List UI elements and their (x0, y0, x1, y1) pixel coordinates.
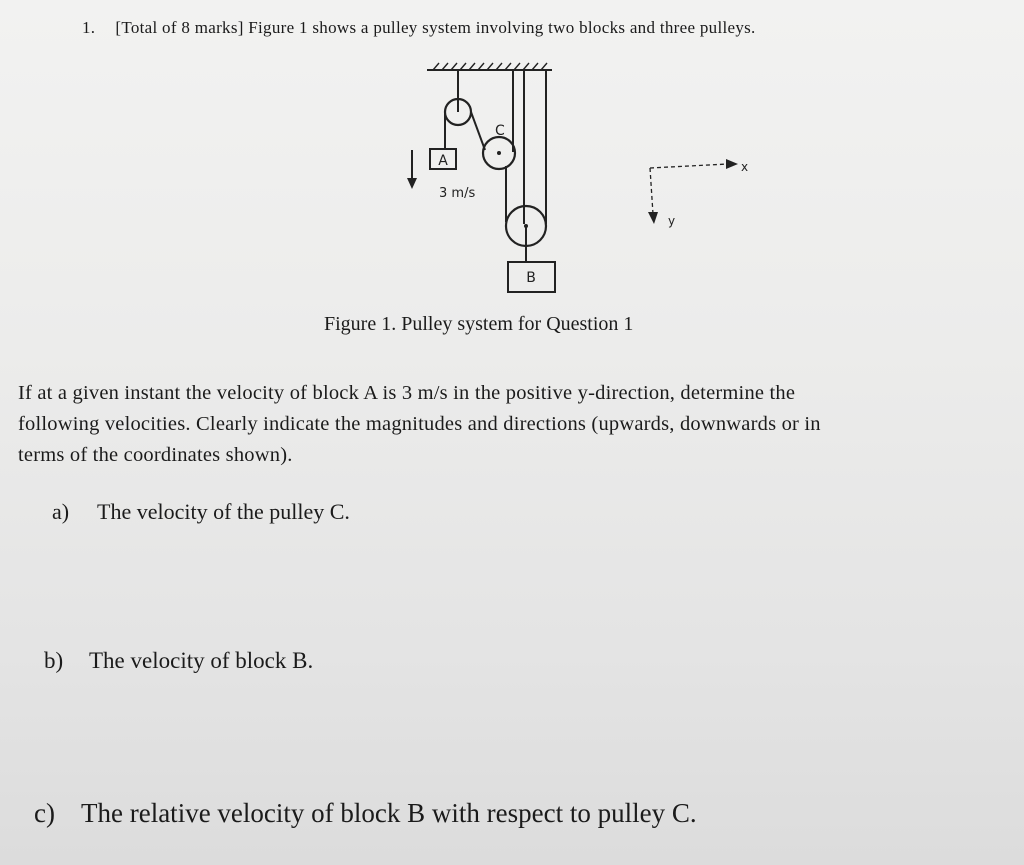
prompt-line-3: terms of the coordinates shown). (18, 444, 293, 466)
part-a (52, 499, 350, 525)
part-b-text: The velocity of block B. (89, 648, 314, 673)
y-axis-label: y (668, 214, 676, 228)
x-axis-label: x (741, 160, 749, 174)
pulley-diagram (400, 58, 780, 303)
part-a-text: The velocity of the pulley C. (97, 499, 350, 524)
part-a-letter: a) (52, 499, 70, 524)
rope-top-to-c (471, 112, 485, 150)
question-header (82, 18, 756, 38)
pulley-figure (400, 58, 780, 303)
figure-caption: Figure 1. Pulley system for Question 1 (324, 313, 634, 335)
ceiling-hatching (433, 63, 547, 70)
prompt-line-1: If at a given instant the velocity of block A is 3 m/s in the positive y-direction, determine the (18, 382, 796, 404)
pulley-c-label: C (495, 123, 505, 139)
pulley-c-axle (497, 151, 501, 155)
part-c-letter: c) (34, 798, 55, 828)
velocity-arrow-head (407, 178, 417, 189)
y-axis-arrowhead (648, 212, 658, 224)
velocity-label: 3 m/s (439, 186, 476, 201)
question-number: 1. (82, 18, 96, 37)
part-b-letter: b) (44, 648, 64, 673)
x-axis-line (650, 164, 728, 168)
question-prompt (18, 378, 1018, 471)
part-c (34, 798, 697, 829)
question-header-text: [Total of 8 marks] Figure 1 shows a pulley system involving two blocks and three pulleys. (115, 18, 756, 37)
part-c-text: The relative velocity of block B with respect to pulley C. (81, 798, 697, 828)
part-b (44, 648, 313, 674)
block-a-label: A (438, 153, 448, 169)
prompt-line-2: following velocities. Clearly indicate the magnitudes and directions (upwards, downwards or in (18, 413, 821, 435)
block-b-label: B (526, 270, 536, 286)
y-axis-line (650, 168, 653, 214)
x-axis-arrowhead (726, 159, 738, 169)
